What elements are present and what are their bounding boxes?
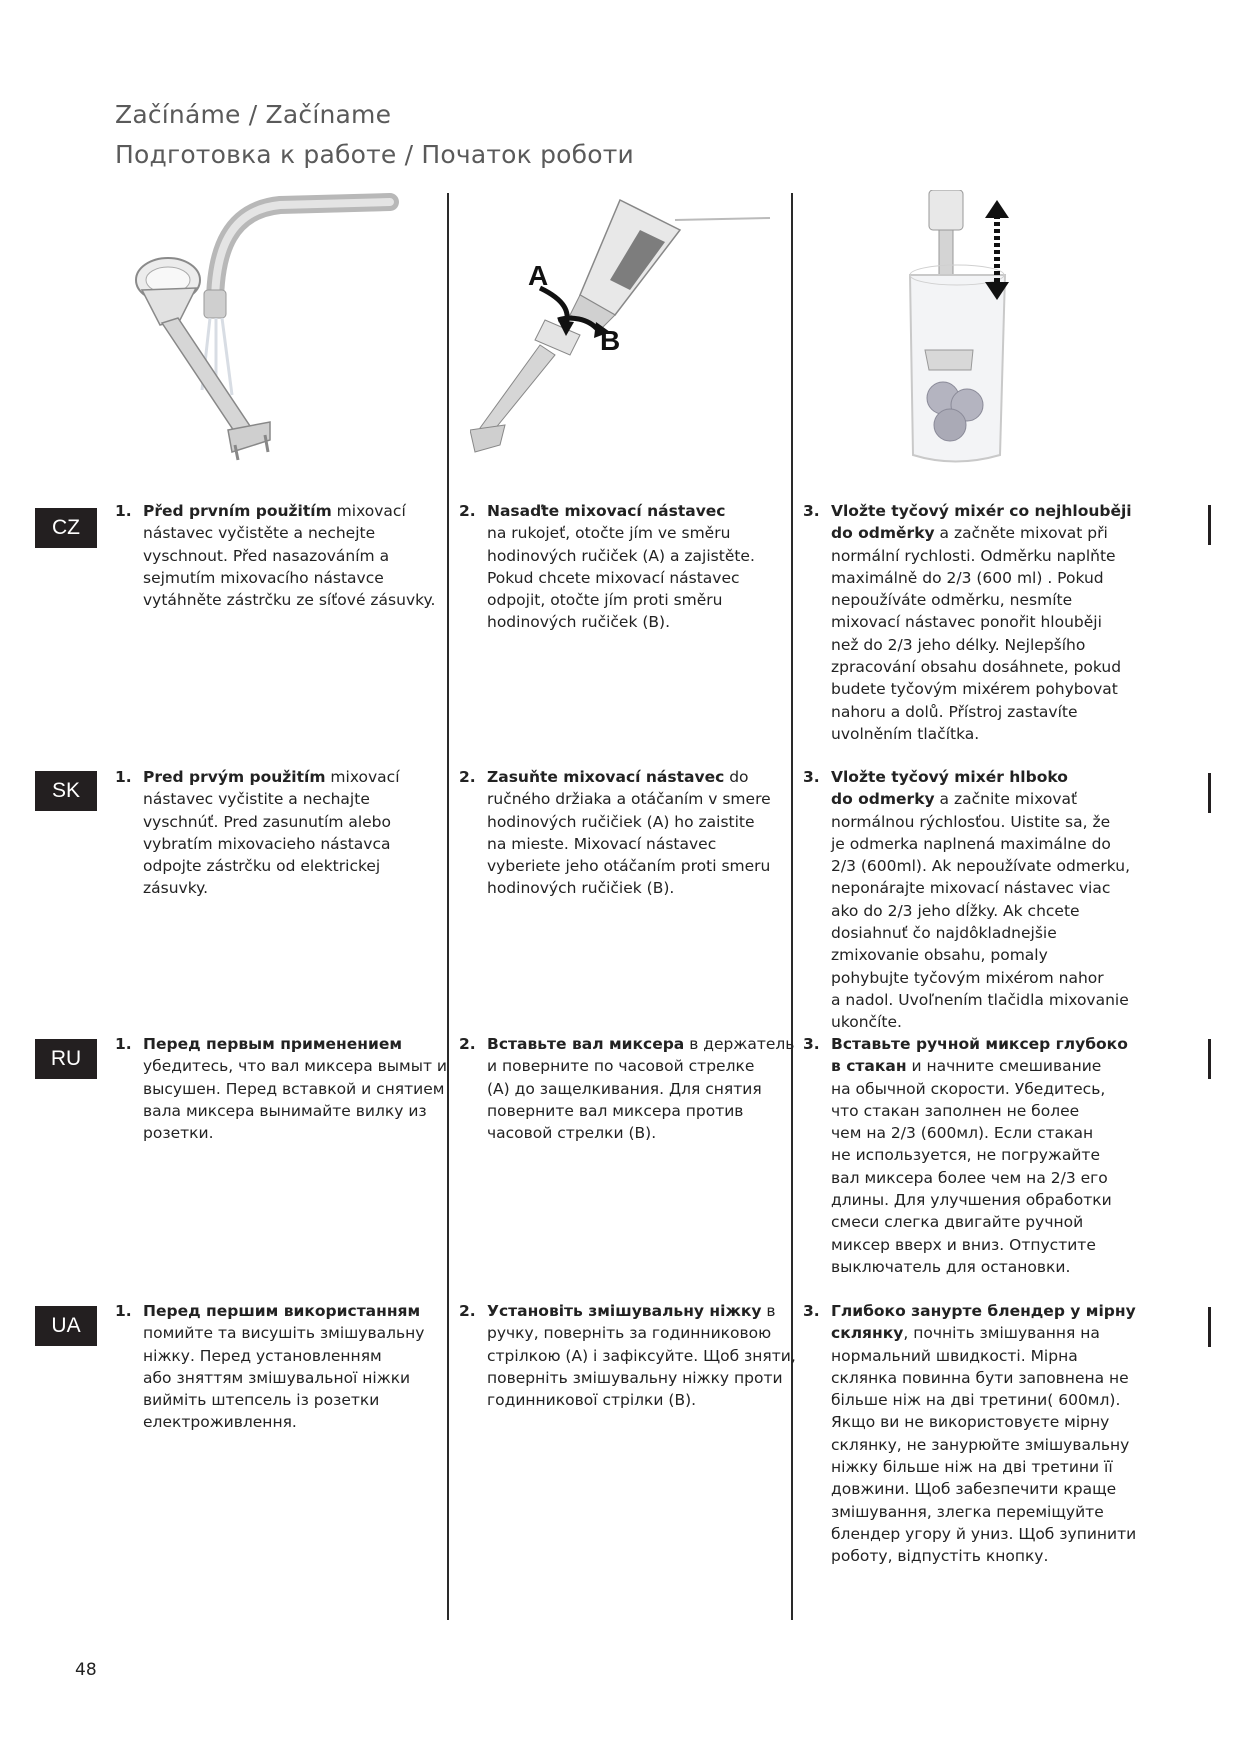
page-title-czech-slovak: Začínáme / Začíname xyxy=(115,100,392,129)
step-text: Pred prvým použitím mixovací nástavec vyčistite a nechajte vyschnúť. Pred zasunutím alebo vybratím mixovacieho nástavca odpojte zástrčku od elektrickej zásuvky. xyxy=(143,768,400,898)
step-lead: Zasuňte mixovací nástavec xyxy=(487,768,725,786)
step-lead: Před prvním použitím xyxy=(143,502,332,520)
step-number: 2. xyxy=(459,1302,476,1320)
lang-badge-ru: RU xyxy=(35,1039,97,1079)
section-marker-ua xyxy=(1208,1307,1211,1347)
step-ua-3 xyxy=(803,1300,1136,1568)
lang-badge-ua: UA xyxy=(35,1306,97,1346)
step-text: Установіть змішувальну ніжку в ручку, поверніть за годинниковою стрілкою (А) і зафіксуйте. Щоб зняти, поверніть змішувальну ніжку проти годинникової стрілки (В). xyxy=(487,1302,796,1410)
step-cz-3 xyxy=(803,500,1132,745)
label-a: A xyxy=(528,260,549,291)
step-ru-2 xyxy=(459,1033,794,1144)
step-number: 2. xyxy=(459,768,476,786)
step-number: 2. xyxy=(459,1035,476,1053)
rinse-blender-shaft-illustration xyxy=(120,190,430,480)
page-title-russian-ukrainian: Подготовка к работе / Початок роботи xyxy=(115,140,634,169)
step-ru-3 xyxy=(803,1033,1128,1278)
column-divider-1 xyxy=(447,193,449,1620)
step-lead-continued: в стакан xyxy=(831,1057,907,1076)
step-text: Глибоко занурте блендер у мірну склянку, почніть змішування на нормальний швидкості. Мірна склянка повинна бути заповнена не більше ніж на дві третини( 600мл). Якщо ви не використовуєте мірну склянку, не занурюйте змішувальну ніжку більше ніж на дві третини її довжини. Щоб забезпечити краще змішування, злегка переміщуйте блендер угору й униз. Щоб зупинити роботу, відпустіть кнопку. xyxy=(831,1302,1137,1566)
step-sk-2 xyxy=(459,766,771,900)
step-text: Вставьте вал миксера в держатель и поверните по часовой стрелке (А) до защелкивания. Для снятия поверните вал миксера против часовой стрелки (В). xyxy=(487,1035,795,1143)
step-lead: Вставьте вал миксера xyxy=(487,1035,685,1053)
page-number: 48 xyxy=(75,1660,97,1680)
step-ua-2 xyxy=(459,1300,796,1411)
step-number: 3. xyxy=(803,502,820,520)
step-number: 1. xyxy=(115,502,132,520)
step-lead-continued: do odmerky xyxy=(831,790,935,809)
section-marker-cz xyxy=(1208,505,1211,545)
step-number: 3. xyxy=(803,1035,820,1053)
step-text: Před prvním použitím mixovací nástavec vyčistěte a nechejte vyschnout. Před nasazováním a sejmutím mixovacího nástavce vytáhněte zástrčku ze síťové zásuvky. xyxy=(143,502,436,610)
step-text: Перед первым применением убедитесь, что вал миксера вымыт и высушен. Перед вставкой и снятием вала миксера вынимайте вилку из розетки. xyxy=(143,1035,447,1143)
step-lead: Nasaďte mixovací nástavec xyxy=(487,502,726,520)
step-lead-continued: do odměrky xyxy=(831,524,935,543)
step-text: Zasuňte mixovací nástavec do ručného držiaka a otáčaním v smere hodinových ručičiek (A) ho zaistite na mieste. Mixovací nástavec vyberiete jeho otáčaním proti smeru hodinových ručičiek (B). xyxy=(487,768,771,898)
step-cz-2 xyxy=(459,500,755,634)
lang-badge-cz: CZ xyxy=(35,508,97,548)
step-lead: Перед первым применением xyxy=(143,1035,403,1053)
step-number: 2. xyxy=(459,502,476,520)
step-text: Nasaďte mixovací nástavec na rukojeť, otočte jím ve směru hodinových ručiček (A) a zajistěte. Pokud chcete mixovací nástavec odpojit, otočte jím proti směru hodinových ručiček (B). xyxy=(487,502,755,632)
beaker-blending-illustration xyxy=(905,190,1025,480)
step-lead: Pred prvým použitím xyxy=(143,768,326,786)
section-marker-ru xyxy=(1208,1039,1211,1079)
step-text: Vložte tyčový mixér hlboko do odmerky a začnite mixovať normálnou rýchlosťou. Uistite sa, že je odmerka naplnená maximálne do 2/3 (600ml). Ak nepoužívate odmerku, neponárajte mixovací nástavec viac ako do 2/3 jeho dĺžky. Ak chcete dosiahnuť čo najdôkladnejšie zmixovanie obsahu, pomaly pohybujte tyčovým mixérom nahor a nadol. Uvoľnením tlačidla mixovanie ukončíte. xyxy=(831,768,1131,1032)
step-lead: Vložte tyčový mixér hlboko xyxy=(831,768,1068,786)
step-lead-continued: склянку xyxy=(831,1324,904,1343)
step-sk-1 xyxy=(115,766,400,900)
step-ru-1 xyxy=(115,1033,447,1144)
step-lead: Перед першим використанням xyxy=(143,1302,421,1320)
step-text: Vložte tyčový mixér co nejhlouběji do odměrky a začněte mixovat při normální rychlosti. Odměrku naplňte maximálně do 2/3 (600 ml) . Pokud nepoužíváte odměrku, nesmíte mixovací nástavec ponořit hlouběji než do 2/3 jeho délky. Nejlepšího zpracování obsahu dosáhnete, pokud budete tyčovým mixérem pohybovat nahoru a dolů. Přístroj zastavíte uvolněním tlačítka. xyxy=(831,502,1132,743)
lang-badge-sk: SK xyxy=(35,771,97,811)
label-b: B xyxy=(600,325,621,356)
step-lead: Vložte tyčový mixér co nejhlouběji xyxy=(831,502,1132,520)
step-lead: Установіть змішувальну ніжку xyxy=(487,1302,762,1320)
step-number: 1. xyxy=(115,1035,132,1053)
step-cz-1 xyxy=(115,500,435,611)
attach-shaft-illustration xyxy=(470,190,780,480)
step-number: 1. xyxy=(115,1302,132,1320)
step-text: Перед першим використанням помийте та висушіть змішувальну ніжку. Перед установленням або зняттям змішувальної ніжки вийміть штепсель із розетки електроживлення. xyxy=(143,1302,425,1432)
step-text: Вставьте ручной миксер глубоко в стакан и начните смешивание на обычной скорости. Убедитесь, что стакан заполнен не более чем на 2/3 (600мл). Если стакан не используется, не погружайте вал миксера более чем на 2/3 его длины. Для улучшения обработки смеси слегка двигайте ручной миксер вверх и вниз. Отпустите выключатель для остановки. xyxy=(831,1035,1128,1276)
step-sk-3 xyxy=(803,766,1130,1034)
step-number: 1. xyxy=(115,768,132,786)
section-marker-sk xyxy=(1208,773,1211,813)
step-number: 3. xyxy=(803,768,820,786)
step-ua-1 xyxy=(115,1300,424,1434)
step-lead: Глибоко занурте блендер у мірну xyxy=(831,1302,1136,1320)
step-lead: Вставьте ручной миксер глубоко xyxy=(831,1035,1128,1053)
step-number: 3. xyxy=(803,1302,820,1320)
